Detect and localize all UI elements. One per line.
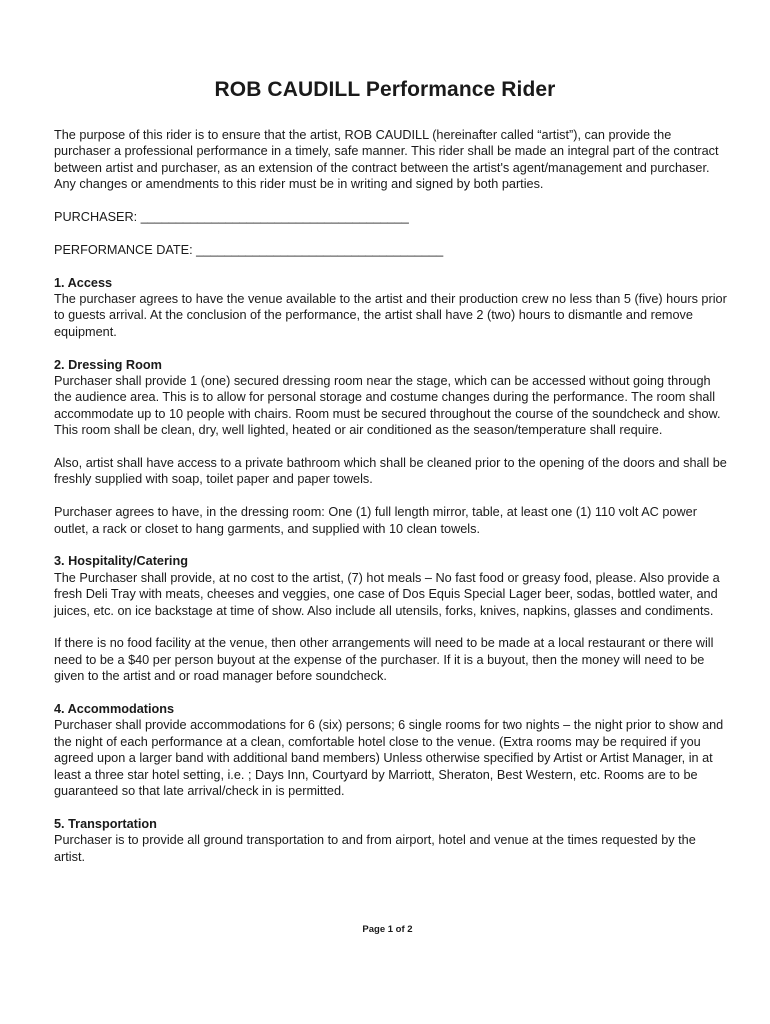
performance-date-field: PERFORMANCE DATE: ___________________________________ [54,242,444,257]
section-transportation [54,816,730,865]
section-accommodations [54,701,730,799]
document-body [54,127,730,882]
section-access [54,275,730,341]
section-heading: 1. Access [54,275,113,290]
section-heading: 3. Hospitality/Catering [54,554,188,569]
section-paragraph: Purchaser agrees to have, in the dressing room: One (1) full length mirror, table, at least one (1) 110 volt AC power outlet, a rack or closet to hang garments, and supplied with 10 clean towels. [54,505,697,536]
section-paragraph: Purchaser shall provide accommodations for 6 (six) persons; 6 single rooms for two nights – the night prior to show and the night of each performance at a clean, comfortable hotel close to the venue. (Extra rooms may be required if you agreed upon a larger band with additional band members) Unless otherwise specified by Artist or Artist Manager, in at least a three star hotel setting, i.e. ; Days Inn, Courtyard by Marriott, Sheraton, Best Western, etc. Rooms are to be guaranteed so that late arrival/check in is permitted. [54,718,724,799]
section-dressing-room [54,357,730,537]
section-paragraph: The Purchaser shall provide, at no cost to the artist, (7) hot meals – No fast food or greasy food, please. Also provide a fresh Deli Tray with meats, cheeses and veggies, one case of Dos Equis Special Lager beer, sodas, bottled water, and juices, etc. on ice backstage at time of show. Also include all utensils, forks, knives, napkins, glasses and condiments. [54,570,720,618]
purchaser-field: PURCHASER: ______________________________________ [54,210,409,225]
page-number: Page 1 of 2 [362,924,413,935]
section-paragraph: The purchaser agrees to have the venue available to the artist and their production crew no less than 5 (five) hours prior to guests arrival. At the conclusion of the performance, the artist shall have 2 (two) hours to dismantle and remove equipment. [54,292,727,339]
document-title: ROB CAUDILL Performance Rider [214,78,556,101]
section-paragraph: Purchaser shall provide 1 (one) secured dressing room near the stage, which can be accessed without going through the audience area. This is to allow for personal storage and costume changes during the performance. The room shall accommodate up to 10 people with chairs. Room must be secured throughout the course of the soundcheck and show. This room shall be clean, dry, well lighted, heated or air conditioned as the season/temperature shall require. [54,374,721,438]
section-paragraph: If there is no food facility at the venue, then other arrangements will need to be made at a local restaurant or there will need to be a $40 per person buyout at the expense of the purchaser. If it is a buyout, then the money will need to be given to the artist and or road manager before soundcheck. [54,636,714,684]
intro-paragraph: The purpose of this rider is to ensure that the artist, ROB CAUDILL (hereinafter called “artist”), can provide the purchaser a professional performance in a timely, safe manner. This rider shall be made an integral part of the contract between artist and purchaser, as an extension of the contract between the artist's agent/management and purchaser. Any changes or amendments to this rider must be in writing and signed by both parties. [54,128,719,192]
section-paragraph: Purchaser is to provide all ground transportation to and from airport, hotel and venue at the times requested by the artist. [54,833,696,864]
section-heading: 4. Accommodations [54,702,175,717]
section-heading: 2. Dressing Room [54,357,162,372]
section-paragraph: Also, artist shall have access to a private bathroom which shall be cleaned prior to the opening of the doors and shall be freshly supplied with soap, toilet paper and paper towels. [54,456,727,487]
section-heading: 5. Transportation [54,816,157,831]
section-hospitality-catering [54,553,730,684]
